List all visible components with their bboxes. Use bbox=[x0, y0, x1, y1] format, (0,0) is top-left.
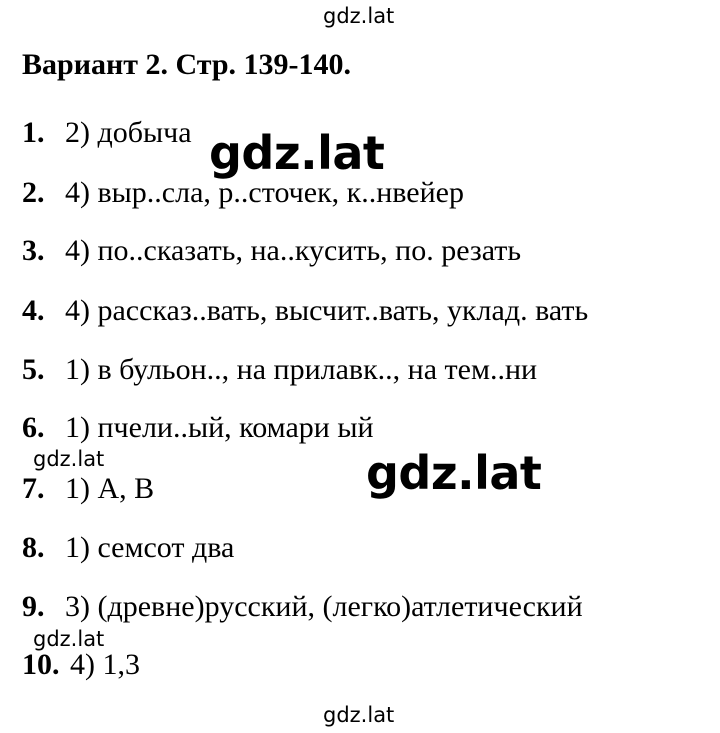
answer-number: 1. bbox=[22, 116, 45, 149]
answer-text: 1) в бульон.., на прилавк.., на тем..ни bbox=[65, 353, 538, 386]
answer-number: 3. bbox=[22, 234, 45, 267]
answer-text: 4) по..сказать, на..кусить, по. резать bbox=[65, 234, 522, 267]
answer-row-5 bbox=[22, 355, 537, 385]
answer-text: 1) А, В bbox=[65, 472, 155, 505]
answer-row-10 bbox=[22, 650, 140, 680]
watermark-small-2: gdz.lat bbox=[33, 627, 105, 651]
answer-text: 2) добыча bbox=[65, 116, 192, 149]
answer-row-1 bbox=[22, 118, 192, 148]
answer-number: 5. bbox=[22, 353, 45, 386]
answer-row-7 bbox=[22, 474, 154, 504]
answer-number: 8. bbox=[22, 531, 45, 564]
watermark-large-1: gdz.lat bbox=[209, 126, 385, 180]
answer-number: 10. bbox=[22, 648, 60, 681]
answer-number: 7. bbox=[22, 472, 45, 505]
answer-row-6 bbox=[22, 413, 374, 443]
answer-text: 4) рассказ..вать, высчит..вать, уклад. вать bbox=[65, 294, 589, 327]
answer-row-3 bbox=[22, 236, 521, 266]
answer-text: 4) 1,3 bbox=[70, 648, 140, 681]
answer-row-8 bbox=[22, 533, 234, 563]
answer-row-9 bbox=[22, 592, 583, 622]
watermark-bottom: gdz.lat bbox=[323, 703, 395, 727]
answer-row-2 bbox=[22, 178, 464, 208]
answer-text: 1) семсот два bbox=[65, 531, 235, 564]
watermark-large-2: gdz.lat bbox=[366, 446, 542, 500]
answer-text: 1) пчели..ый, комари ый bbox=[65, 411, 374, 444]
answer-number: 4. bbox=[22, 294, 45, 327]
watermark-small-1: gdz.lat bbox=[33, 447, 105, 471]
answer-text: 4) выр..сла, р..сточек, к..нвейер bbox=[65, 176, 464, 209]
answer-number: 9. bbox=[22, 590, 45, 623]
answer-number: 2. bbox=[22, 176, 45, 209]
page-title: Вариант 2. Стр. 139-140. bbox=[22, 48, 352, 81]
answer-number: 6. bbox=[22, 411, 45, 444]
answer-row-4 bbox=[22, 296, 588, 326]
answer-text: 3) (древне)русский, (легко)атлетический bbox=[65, 590, 583, 623]
watermark-top: gdz.lat bbox=[323, 4, 395, 28]
